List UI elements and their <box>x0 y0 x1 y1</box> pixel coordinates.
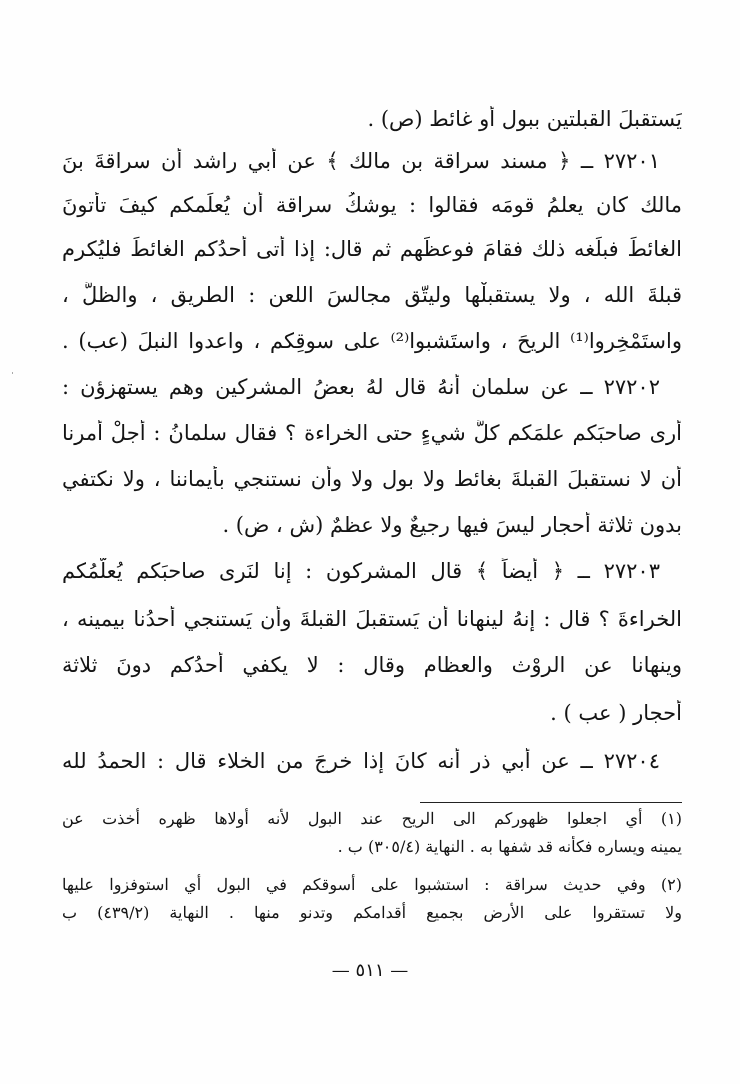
text-line-8: أرى صاحبَكم علمَكم كلَّ شيءٍ حتى الخراءة ؟ فقال سلمانُ : أجلْ أمرنا <box>62 421 682 445</box>
text-line-5: قبلةَ الله ، ولا يستقبلْها وليتّقِ مجالسَ اللعن : الطريق ، والظلُّ ، <box>62 283 682 307</box>
text-line-6: واستَمْخِروا⁽¹⁾ الريحَ ، واستَشبوا⁽²⁾ على سوقِكم ، واعدوا النبلَ (عب) . <box>62 329 682 353</box>
text-line-2: ٢٧٢٠١ ــ ﴿ مسند سراقة بن مالك ﴾ عن أبي راشد أن سراقةَ بنَ <box>62 149 660 173</box>
text-line-7: ٢٧٢٠٢ ــ عن سلمان أنهُ قال لهُ بعضُ المشركين وهم يستهزؤن : <box>62 375 660 399</box>
footnote-separator <box>420 802 682 803</box>
text-line-12: الخراءةَ ؟ قال : إنهُ لينهانا أن يَستقبلَ القبلةَ وأن يَستنجي أحدُنا بيمينه ، <box>62 607 682 631</box>
text-line-1: يَستقبلَ القبلتين ببول أو غائط (ص) . <box>367 107 682 131</box>
text-line-11: ٢٧٢٠٣ ــ ﴿ أيضاً ﴾ قال المشركون : إنا لنَرى صاحبَكم يُعلّمُكم <box>62 559 660 583</box>
text-line-9: أن لا نستقبلَ القبلةَ بغائط ولا بول ولا وأن نستنجي بأيماننا ، ولا نكتفي <box>62 467 682 491</box>
footnote-line-3: (٢) وفي حديث سراقة : استشبوا على أسوقكم في البول أي استوفزوا عليها <box>62 875 682 894</box>
scan-speck: ˙ <box>10 372 15 383</box>
text-line-13: وينهانا عن الروْث والعظام وقال : لا يكفي أحدُكم دونَ ثلاثة <box>62 653 682 677</box>
text-line-14: أحجار ( عب ) . <box>550 701 682 725</box>
page-number: — ٥١١ — <box>331 960 409 981</box>
text-line-3: مالك كان يعلمُ قومَه فقالوا : يوشكُ سراقة أن يُعلِّمكم كيفَ تأتونَ <box>62 193 682 217</box>
text-line-10: بدون ثلاثة أحجار ليسَ فيها رجيعٌ ولا عظمٌ (ش ، ض) . <box>222 513 682 537</box>
text-line-4: الغائطَ فبلَغه ذلك فقامَ فوعظَهم ثم قال: إذا أتى أحدُكم الغائطَ فليُكرم <box>62 237 682 261</box>
footnote-line-2: يمينه ويساره فكأنه قد شفها به . النهاية (٣٠٥/٤) ب . <box>337 837 682 856</box>
footnote-line-1: (١) أي اجعلوا ظهوركم الى الريح عند البول لأنه أولاها ظهره أخذت عن <box>62 809 682 828</box>
footnote-line-4: ولا تستقروا على الأرض بجميع أقدامكم وتدنو منها . النهاية (٤٣٩/٢) ب <box>62 903 682 922</box>
text-line-15: ٢٧٢٠٤ ــ عن أبي ذر أنه كانَ إذا خرجَ من الخلاء قال : الحمدُ لله <box>62 749 660 773</box>
